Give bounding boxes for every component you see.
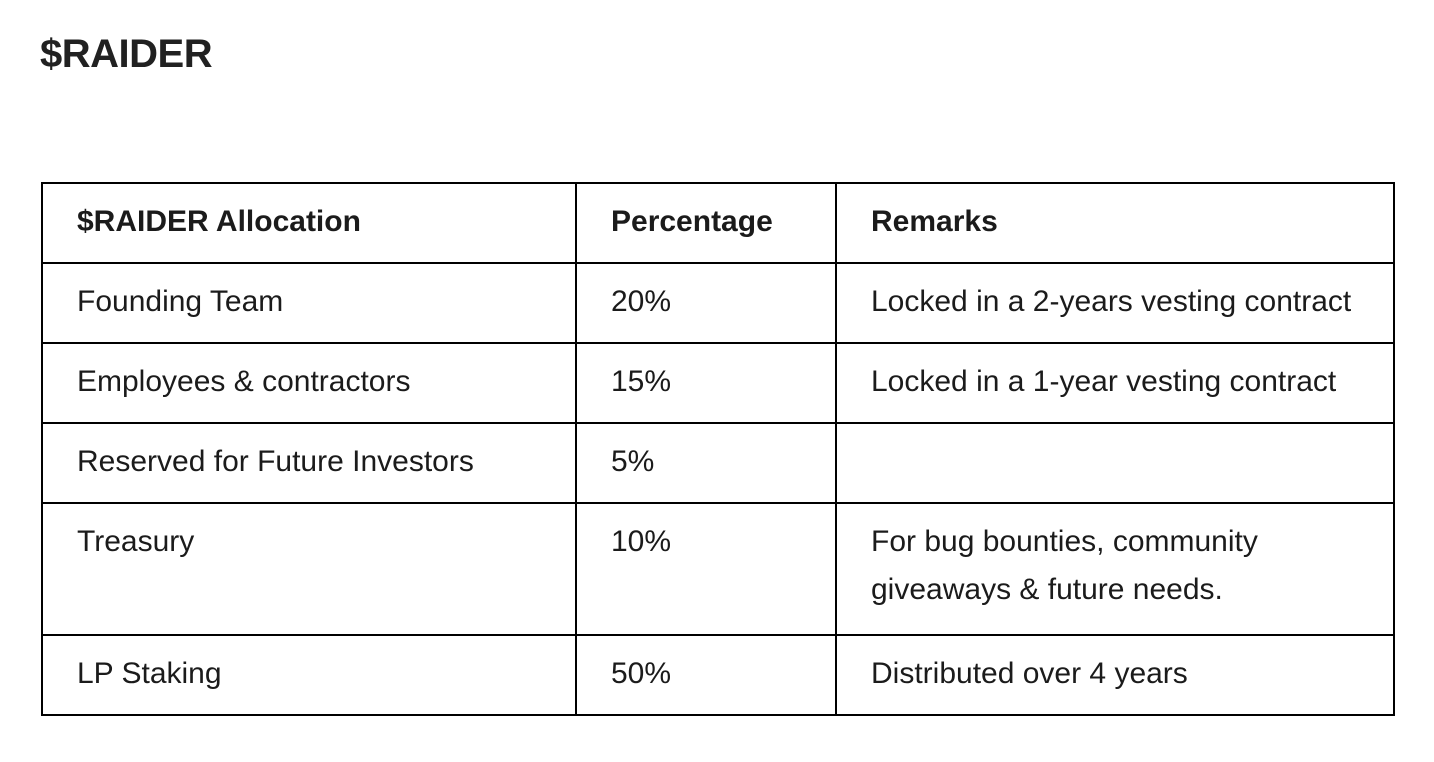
cell-remarks: Locked in a 1-year vesting contract	[836, 343, 1394, 423]
cell-allocation: Treasury	[42, 503, 576, 635]
cell-percentage: 10%	[576, 503, 836, 635]
column-header-allocation: $RAIDER Allocation	[42, 183, 576, 263]
page-title: $RAIDER	[40, 32, 213, 76]
column-header-remarks: Remarks	[836, 183, 1394, 263]
cell-remarks: For bug bounties, community giveaways & future needs.	[836, 503, 1394, 635]
table-header-row	[42, 183, 1394, 263]
cell-remarks	[836, 423, 1394, 503]
column-header-percentage: Percentage	[576, 183, 836, 263]
table-row-lp-staking	[42, 635, 1394, 715]
cell-percentage: 15%	[576, 343, 836, 423]
cell-remarks: Locked in a 2-years vesting contract	[836, 263, 1394, 343]
cell-allocation: Employees & contractors	[42, 343, 576, 423]
table-row-employees-contractors	[42, 343, 1394, 423]
cell-percentage: 50%	[576, 635, 836, 715]
cell-remarks: Distributed over 4 years	[836, 635, 1394, 715]
cell-allocation: LP Staking	[42, 635, 576, 715]
cell-percentage: 5%	[576, 423, 836, 503]
cell-percentage: 20%	[576, 263, 836, 343]
table-row-founding-team	[42, 263, 1394, 343]
cell-allocation: Founding Team	[42, 263, 576, 343]
cell-allocation: Reserved for Future Investors	[42, 423, 576, 503]
table-row-future-investors	[42, 423, 1394, 503]
allocation-table	[41, 182, 1395, 716]
table-row-treasury	[42, 503, 1394, 635]
